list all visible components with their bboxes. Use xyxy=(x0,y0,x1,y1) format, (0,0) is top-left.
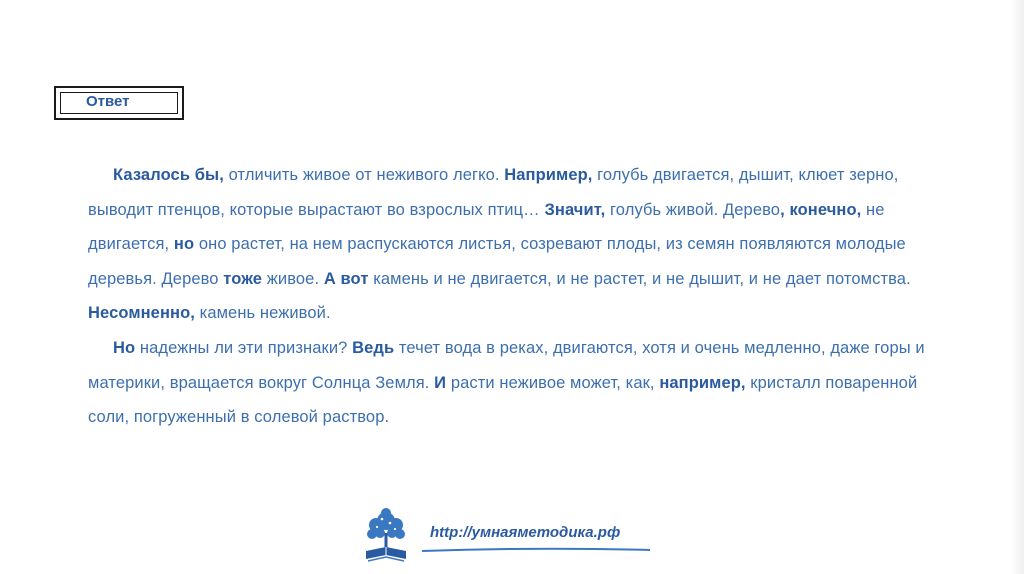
p1-bold-a-vot: А вот xyxy=(323,269,369,288)
p1-text-1: отличить живое от неживого легко. xyxy=(223,166,505,184)
p1-bold-tozhe: тоже xyxy=(223,269,263,288)
site-link[interactable]: http://умнаяметодика.рф xyxy=(430,524,621,541)
p1-text-2: голубь двигается, дышит, клюет зерно, выводит птенцов, которые вырастают во взрослых птиц… xyxy=(88,166,899,219)
p1-bold-znachit: Значит, xyxy=(544,200,606,219)
answer-label: Ответ xyxy=(86,93,130,110)
p2-text-4: кристалл поваренной соли, погруженный в солевой раствор. xyxy=(88,373,918,427)
p1-bold-no: но xyxy=(173,235,195,254)
link-underline xyxy=(422,547,650,553)
paragraph-1 xyxy=(88,158,948,331)
p1-text-3: голубь живой. Дерево xyxy=(605,200,781,219)
p2-text-1: надежны ли эти признаки? xyxy=(135,338,353,357)
tree-book-icon xyxy=(362,505,410,565)
p2-bold-i: И xyxy=(434,373,447,392)
p1-text-6: живое. xyxy=(262,269,324,288)
p2-text-3: расти неживое может, как, xyxy=(446,373,660,392)
p2-bold-no: Но xyxy=(113,338,136,357)
footer xyxy=(362,505,662,567)
p2-bold-ved: Ведь xyxy=(352,338,395,357)
p1-bold-comma: , xyxy=(780,200,785,219)
answer-box xyxy=(54,86,184,120)
edge-shadow xyxy=(1010,0,1024,574)
p2-text-2: течет вода в реках, двигаются, хотя и очень медленно, даже горы и материки, вращается вокруг Солнца Земля. xyxy=(88,338,925,392)
p2-bold-naprimer: например, xyxy=(659,373,746,392)
p1-text-7: камень и не двигается, и не растет, и не дышит, и не дает потомства. xyxy=(368,269,911,288)
p1-text-8: камень неживой. xyxy=(194,304,331,323)
p1-bold-konechno: конечно, xyxy=(789,200,862,219)
p1-bold-naprimer: Например, xyxy=(504,166,593,184)
p1-text-4: не двигается, xyxy=(88,200,885,254)
p1-text-5: оно растет, на нем распускаются листья, созревают плоды, из семян появляются молодые деревья. Дерево xyxy=(88,235,906,288)
p1-bold-nesomnenno: Несомненно, xyxy=(88,304,195,323)
paragraph-2 xyxy=(88,331,948,435)
main-text xyxy=(88,158,948,435)
p1-bold-kazalos: Казалось бы, xyxy=(113,166,224,184)
